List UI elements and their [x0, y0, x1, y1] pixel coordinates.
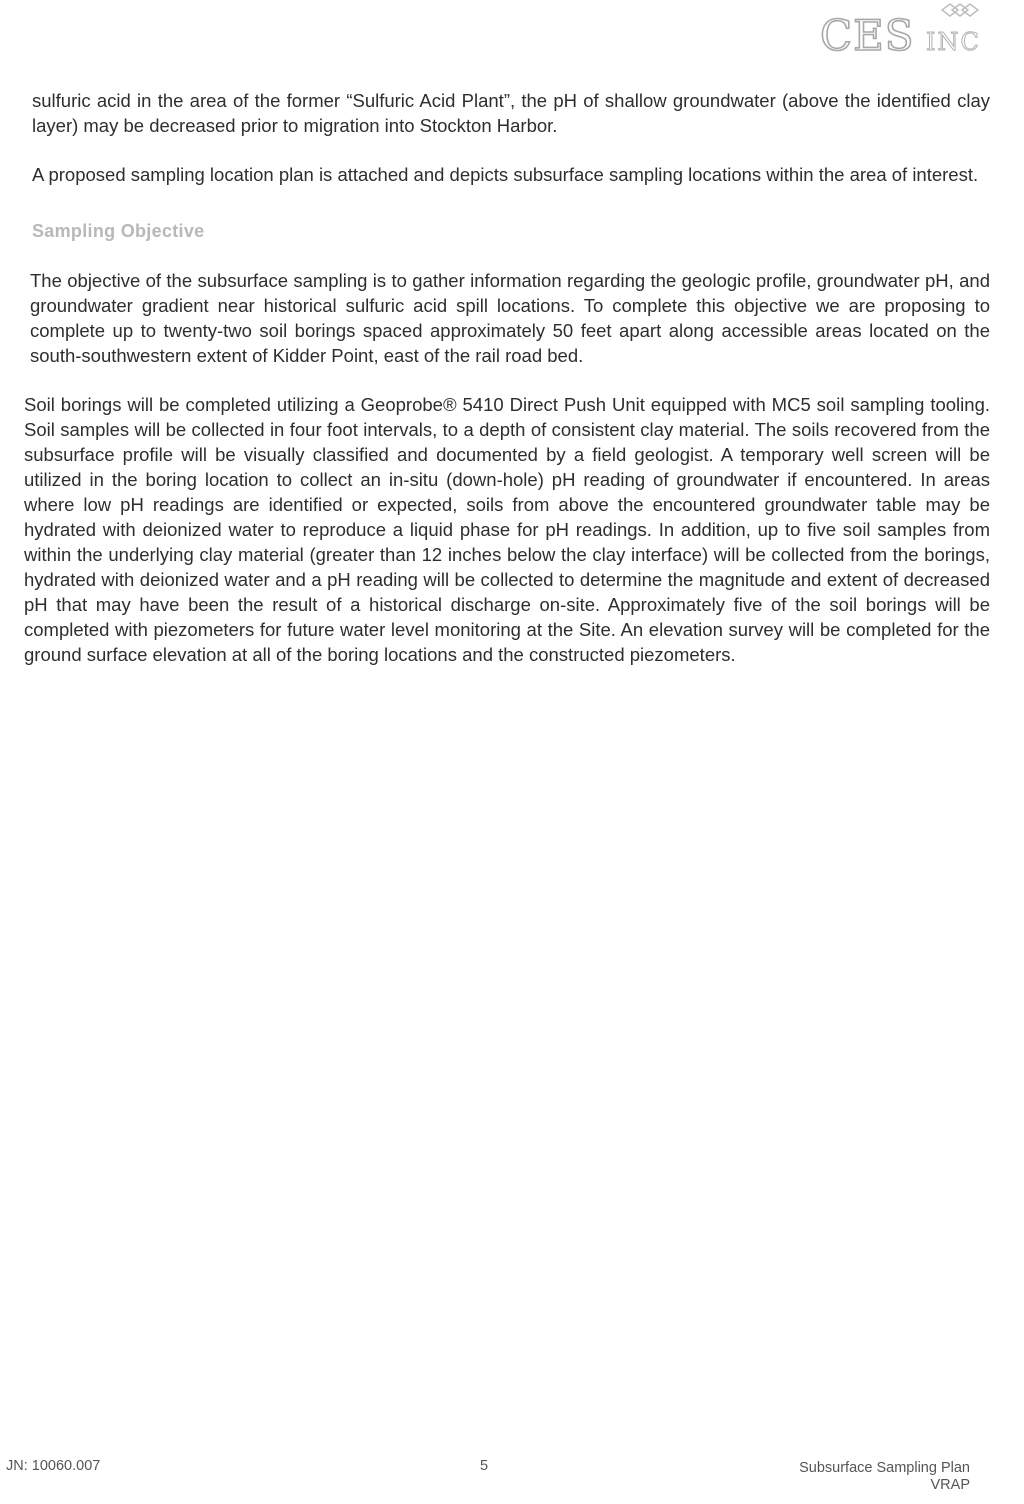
document-body — [22, 88, 990, 667]
ces-logo-mark — [814, 2, 994, 58]
ces-logo — [814, 2, 994, 58]
paragraph-objective: The objective of the subsurface sampling is to gather information regarding the geologic profile, groundwater pH, and groundwater gradient near historical sulfuric acid spill locations. To complete this objective we are proposing to complete up to twenty-two soil borings spaced approximately 50 feet apart along accessible areas located on the south-southwestern extent of Kidder Point, east of the rail road bed. — [30, 270, 990, 366]
footer-doc-title: Subsurface Sampling Plan — [799, 1460, 970, 1476]
footer-document-title — [799, 1460, 970, 1494]
paragraph-sampling-plan: A proposed sampling location plan is attached and depicts subsurface sampling locations within the area of interest. — [32, 164, 979, 185]
footer-page-number: 5 — [480, 1458, 489, 1474]
paragraph-soil-borings: Soil borings will be completed utilizing a Geoprobe® 5410 Direct Push Unit equipped with MC5 soil sampling tooling. Soil samples will be collected in four foot intervals, to a depth of consistent clay material. The soils recovered from the subsurface profile will be visually classified and documented by a field geologist. A temporary well screen will be utilized in the boring location to collect an in-situ (down-hole) pH reading of groundwater if encountered. In areas where low pH readings are identified or expected, soils from above the encountered groundwater table may be hydrated with deionized water to reproduce a liquid phase for pH readings. In addition, up to five soil samples from within the underlying clay material (greater than 12 inches below the clay interface) will be collected from the borings, hydrated with deionized water and a pH reading will be collected to determine the magnitude and extent of decreased pH that may have been the result of a historical discharge on-site. Approximately five of the soil borings will be completed with piezometers for future water level monitoring at the Site. An elevation survey will be completed for the ground surface elevation at all of the boring locations and the constructed piezometers. — [24, 394, 990, 665]
svg-text:CES: CES — [820, 11, 915, 58]
paragraph-intro-continued: sulfuric acid in the area of the former “Sulfuric Acid Plant”, the pH of shallow groundwater (above the identified clay layer) may be decreased prior to migration into Stockton Harbor. — [32, 90, 990, 136]
section-heading-sampling-objective: Sampling Objective — [32, 221, 205, 241]
svg-text:INC: INC — [926, 28, 981, 56]
footer-doc-subtitle: VRAP — [930, 1477, 970, 1493]
footer-job-number: JN: 10060.007 — [6, 1458, 101, 1474]
